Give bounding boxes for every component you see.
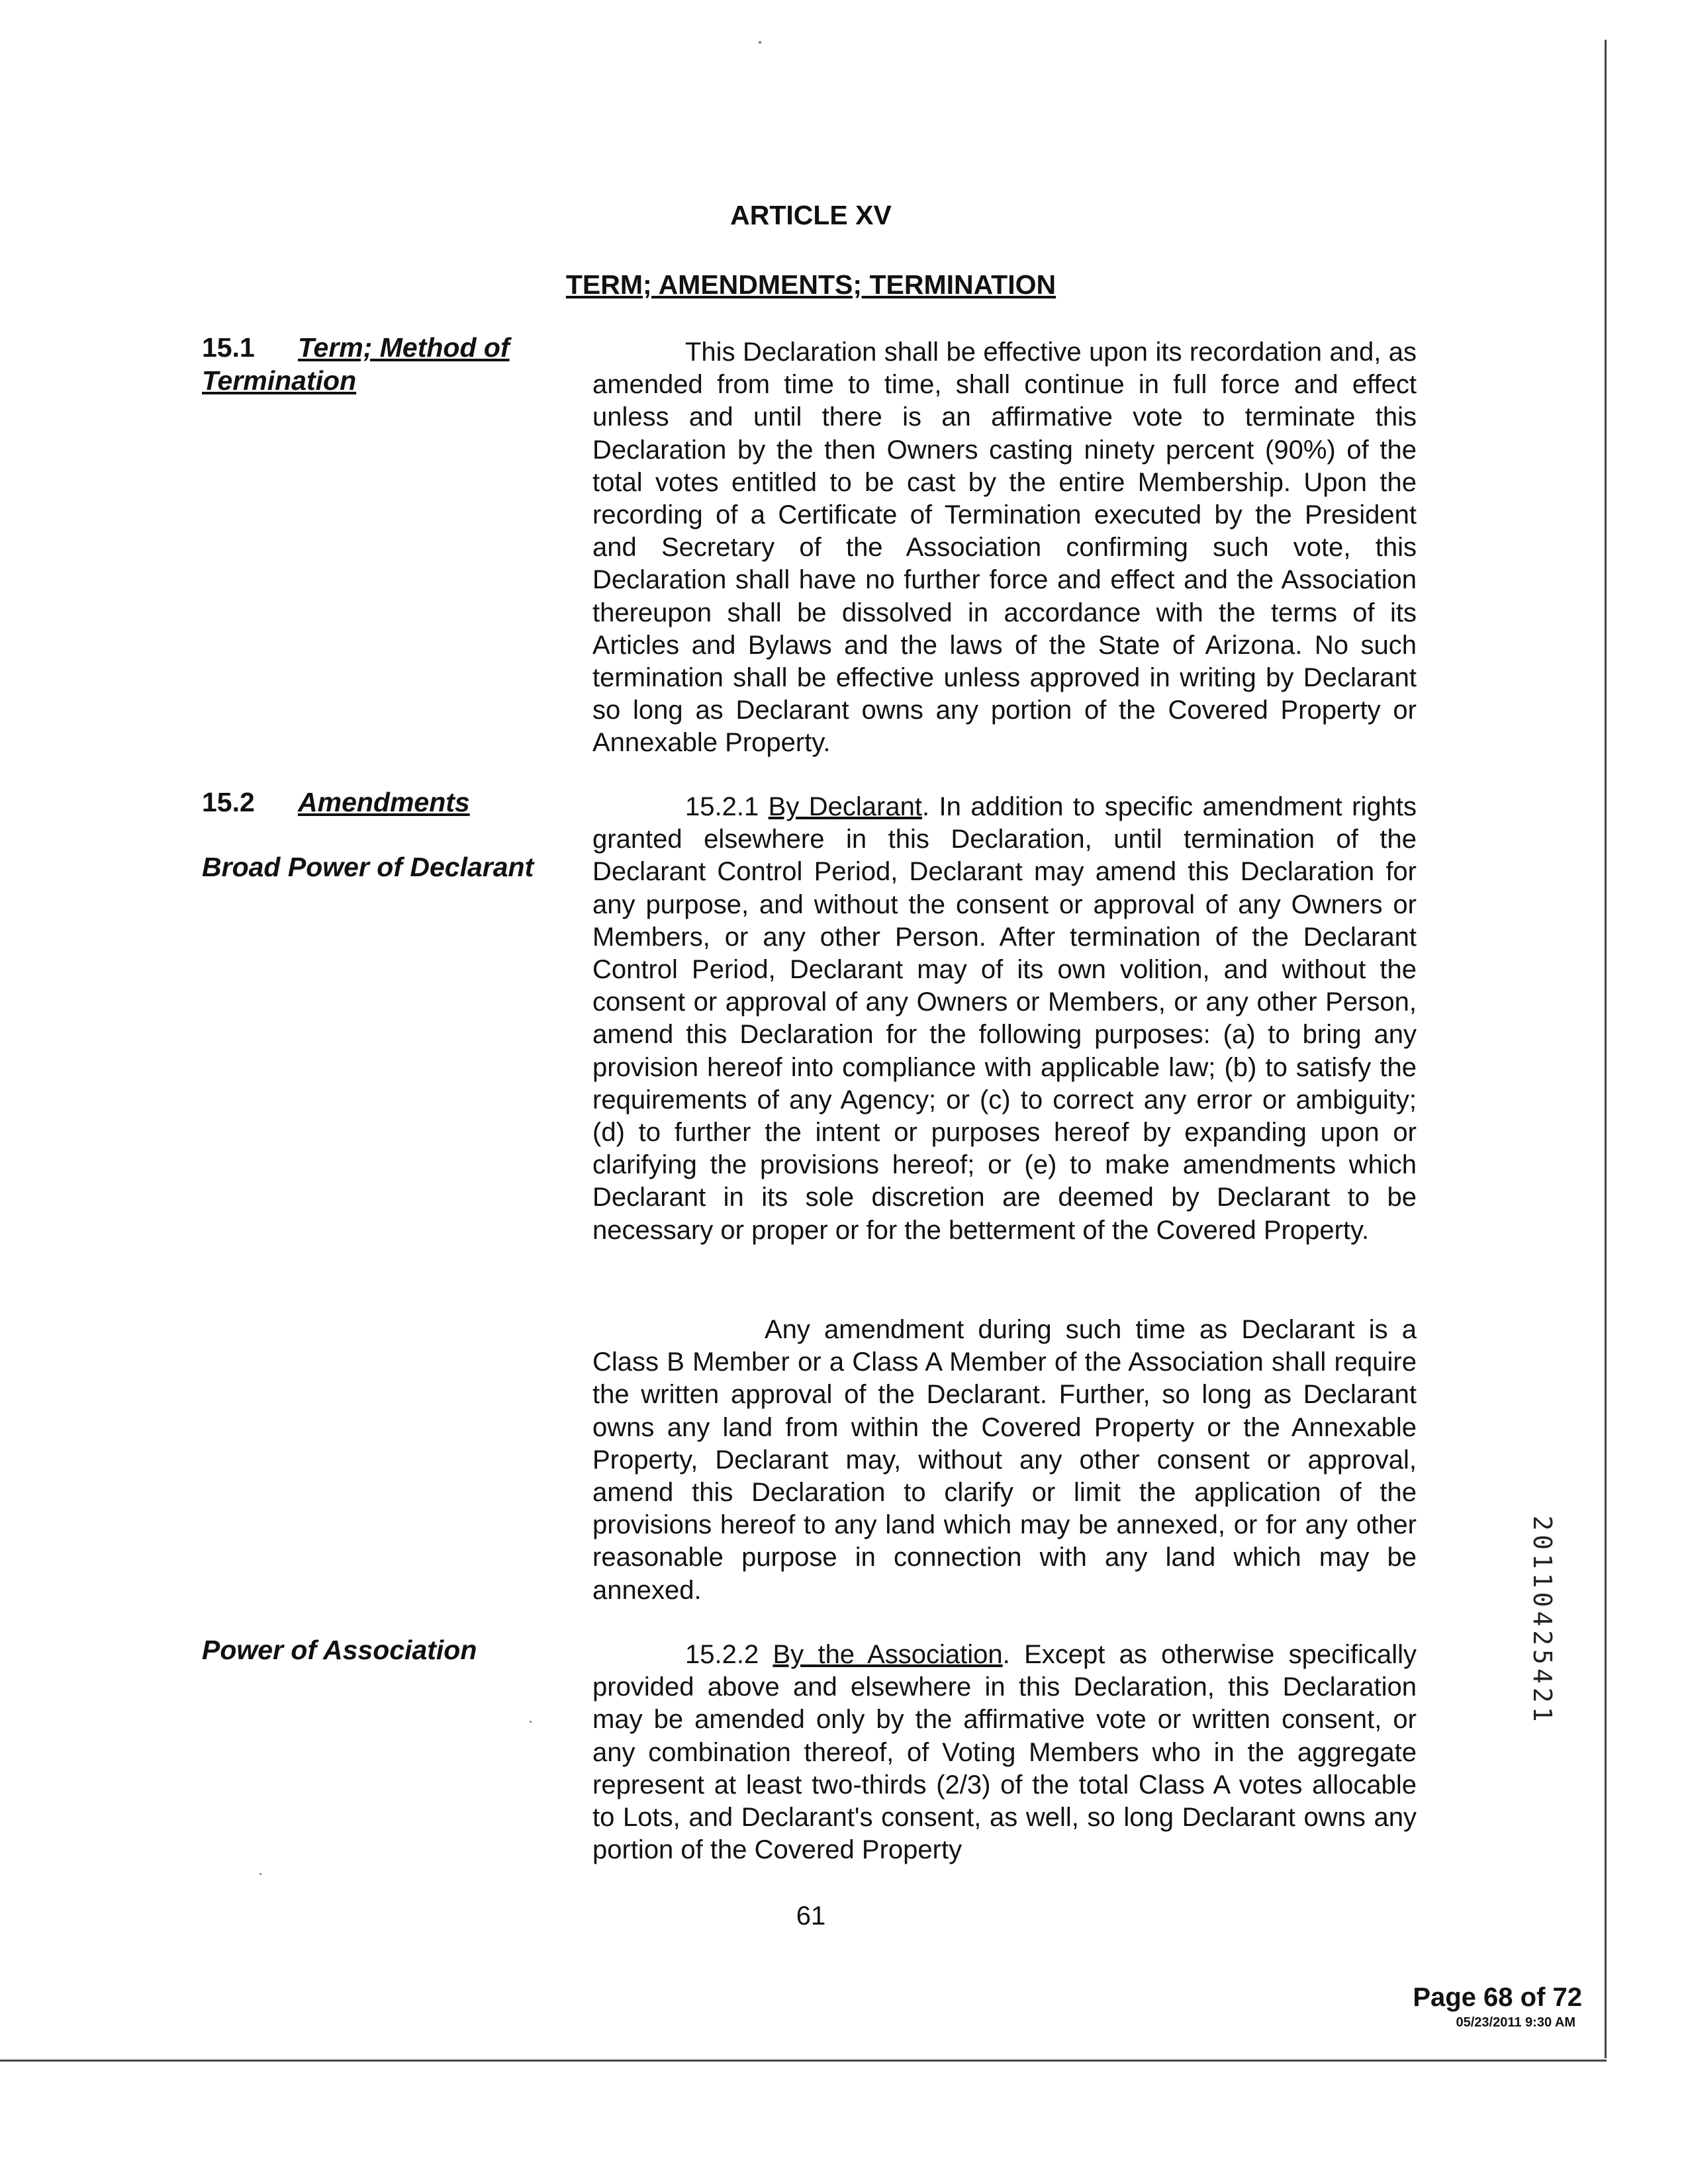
scan-speck [530, 1721, 532, 1723]
recording-number-stamp [1528, 1516, 1568, 1726]
paragraph: This Declaration shall be effective upon its recordation and, as amended from time to time, shall continue in full force and effect unless and until there is an affirmative vote to terminate this Declaration by the then Owners casting ninety percent (90%) of the total votes entitled to be cast by the entire Membership. Upon the recording of a Certificate of Termination executed by the President and Secretary of the Association confirming such vote, this Declaration shall have no further force and effect and the Association thereupon shall be dissolved in accordance with the terms of its Articles and Bylaws and the laws of the State of Arizona. No such termination shall be effective unless approved in writing by Declarant so long as Declarant owns any portion of the Covered Property or Annexable Property. [592, 338, 1417, 758]
article-subtitle: TERM; AMENDMENTS; TERMINATION [565, 269, 1056, 300]
paragraph-text: . In addition to specific amendment rights granted elsewhere in this Declaration, until termination of the Declarant Control Period, Declarant may amend this Declaration for any purpose, and without the consent or approval of any Owners or Members, or any other Person. After termination of the Declarant Control Period, Declarant may of its own volition, and without the consent or approval of any Owners or Members, or any other Person, amend this Declaration for the following purposes: (a) to bring any provision hereof into compliance with applicable law; (b) to satisfy the requirements of any Agency; or (c) to correct any error or ambiguity; (d) to further the intent or purposes hereof by expanding upon or clarifying the provisions hereof; or (e) to make amendments which Declarant in its sole discretion are deemed by Declarant to be necessary or proper or for the betterment of the Covered Property. [592, 792, 1417, 1245]
section-15-2-1-cont [592, 1314, 1417, 1607]
subheading-broad-power: Broad Power of Declarant [202, 852, 534, 882]
scan-speck [759, 41, 761, 44]
subheading-power-of-association: Power of Association [202, 1635, 477, 1665]
section-15-2-heading [202, 786, 573, 819]
paragraph-text: . Except as otherwise specifically provided above and elsewhere in this Declaration, this Declaration may be amended only by the affirmative vote or written consent, or any combination thereof, of Voting Members who in the aggregate represent at least two-thirds (2/3) of the total Class A votes allocable to Lots, and Declarant's consent, as well, so long Declarant owns any portion of the Covered Property [592, 1640, 1417, 1865]
recording-timestamp: 05/23/2011 9:30 AM [1456, 2015, 1575, 2030]
paragraph-title: By the Association [773, 1640, 1003, 1669]
section-15-2-2-body [592, 1639, 1417, 1866]
paragraph [592, 1639, 1417, 1866]
article-title: ARTICLE XV [730, 200, 892, 230]
section-number: 15.1 [202, 332, 255, 363]
section-heading: Term; Method of [298, 332, 510, 363]
section-heading-cont: Termination [202, 365, 357, 396]
section-15-1-heading [202, 331, 573, 397]
section-number: 15.2 [202, 787, 255, 817]
paragraph-number: 15.2.1 [685, 792, 759, 821]
page-frame-right [1605, 40, 1607, 2058]
section-heading: Amendments [298, 787, 470, 817]
recording-number: 20110425421 [1528, 1516, 1557, 1726]
page-frame-bottom [0, 2060, 1607, 2062]
section-15-1-body [592, 336, 1417, 760]
paragraph [592, 791, 1417, 1247]
page-counter: Page 68 of 72 [1413, 1983, 1582, 2012]
paragraph-title: By Declarant [768, 792, 922, 821]
page-number: 61 [796, 1901, 826, 1931]
paragraph-number: 15.2.2 [685, 1640, 759, 1669]
section-15-2-1-body [592, 791, 1417, 1247]
paragraph: Any amendment during such time as Declarant is a Class B Member or a Class A Member of the Association shall require the written approval of the Declarant. Further, so long as Declarant owns any land from within the Covered Property or the Annexable Property, Declarant may, without any other consent or approval, amend this Declaration to clarify or limit the application of the provisions hereof to any land which may be annexed, or for any other reasonable purpose in connection with any land which may be annexed. [592, 1315, 1417, 1605]
scan-speck [259, 1873, 261, 1875]
